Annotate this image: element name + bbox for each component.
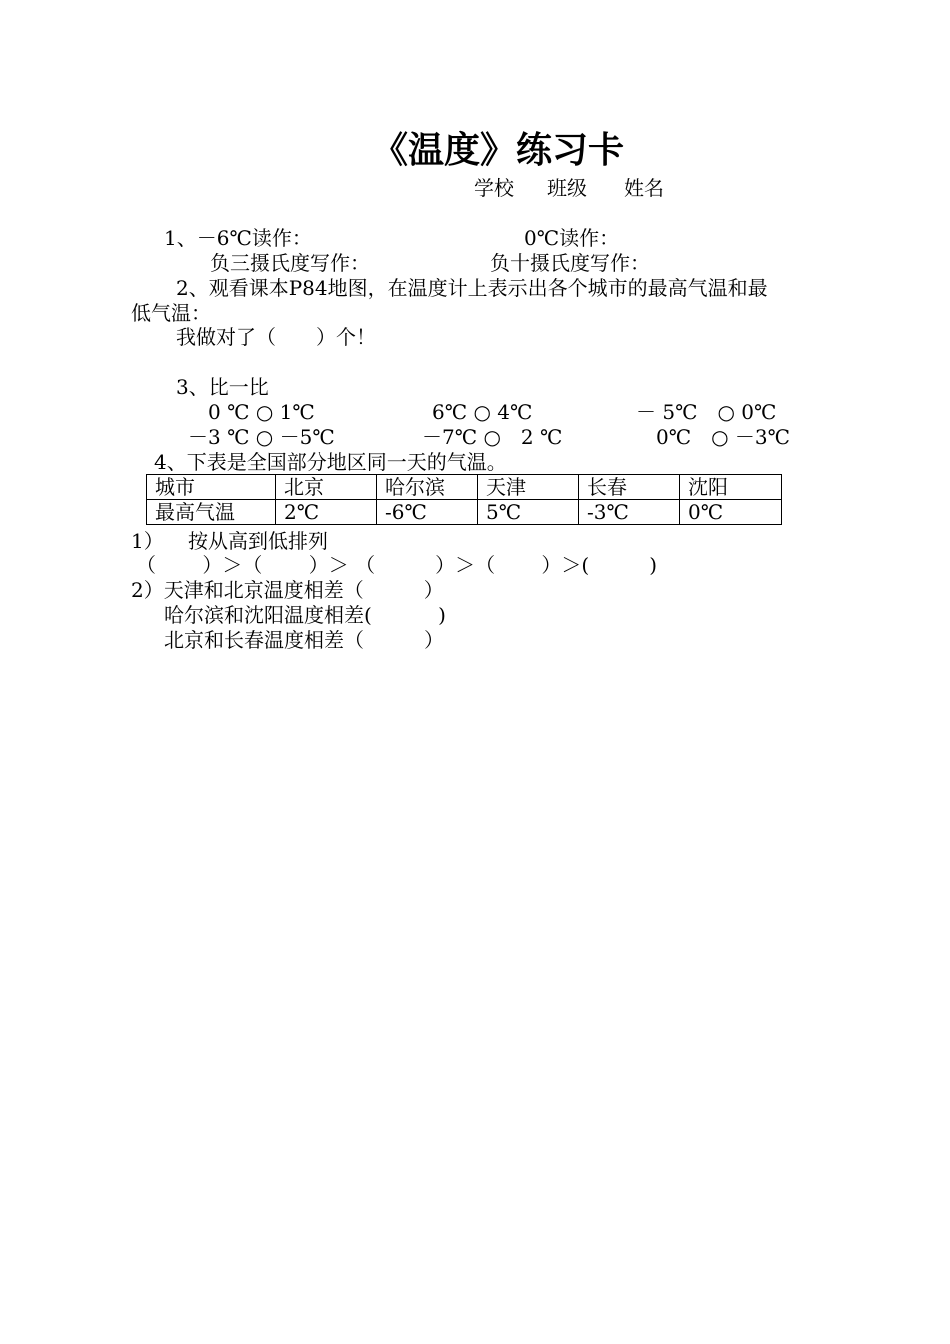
table-cell: 城市 <box>147 475 276 500</box>
q3-compare-6: 0℃ ○ －3℃ <box>656 425 791 449</box>
q4-sub2-line-2: 哈尔滨和沈阳温度相差( ) <box>164 603 446 627</box>
table-row <box>147 500 782 525</box>
table-row <box>147 475 782 500</box>
q1-write-minus3: 负三摄氏度写作： <box>210 251 370 275</box>
table-cell: -6℃ <box>377 500 478 525</box>
q4-heading: 4、下表是全国部分地区同一天的气温。 <box>154 450 507 474</box>
q3-compare-1: 0 ℃ ○ 1℃ <box>208 400 315 424</box>
table-cell: 最高气温 <box>147 500 276 525</box>
q3-compare-5: －7℃ ○ 2 ℃ <box>422 425 563 449</box>
q4-sub1-text: 按从高到低排列 <box>188 529 328 553</box>
table-cell: 5℃ <box>478 500 579 525</box>
table-cell: 天津 <box>478 475 579 500</box>
name-label: 姓名 <box>624 176 664 200</box>
table-cell: 哈尔滨 <box>377 475 478 500</box>
table-cell: 长春 <box>579 475 680 500</box>
page-title: 《温度》练习卡 <box>372 129 625 171</box>
q4-sub1-blanks: （ ）＞（ ）＞ （ ）＞（ ）＞( ) <box>136 553 658 577</box>
q2-line-2: 低气温： <box>131 301 211 325</box>
q4-sub2-line-1: 2）天津和北京温度相差（ ） <box>131 578 444 602</box>
table-cell: 北京 <box>276 475 377 500</box>
temperature-table <box>146 474 782 525</box>
q4-sub2-line-3: 北京和长春温度相差（ ） <box>164 628 444 652</box>
table-cell: 沈阳 <box>680 475 782 500</box>
q3-compare-2: 6℃ ○ 4℃ <box>432 400 533 424</box>
q1-read-minus6: 1、－6℃读作： <box>164 226 312 250</box>
q3-compare-4: －3 ℃ ○ －5℃ <box>188 425 335 449</box>
q1-read-0: 0℃读作： <box>524 226 620 250</box>
q4-sub1-label: 1） <box>131 529 164 553</box>
school-label: 学校 <box>474 176 514 200</box>
table-cell: -3℃ <box>579 500 680 525</box>
table-cell: 2℃ <box>276 500 377 525</box>
q2-line-1: 2、观看课本P84地图，在温度计上表示出各个城市的最高气温和最 <box>176 276 768 300</box>
q1-write-minus10: 负十摄氏度写作： <box>490 251 650 275</box>
table-cell: 0℃ <box>680 500 782 525</box>
class-label: 班级 <box>547 176 587 200</box>
q3-compare-3: － 5℃ ○ 0℃ <box>636 400 777 424</box>
q2-score-line: 我做对了（ ）个！ <box>176 325 376 349</box>
q3-heading: 3、比一比 <box>176 375 269 399</box>
